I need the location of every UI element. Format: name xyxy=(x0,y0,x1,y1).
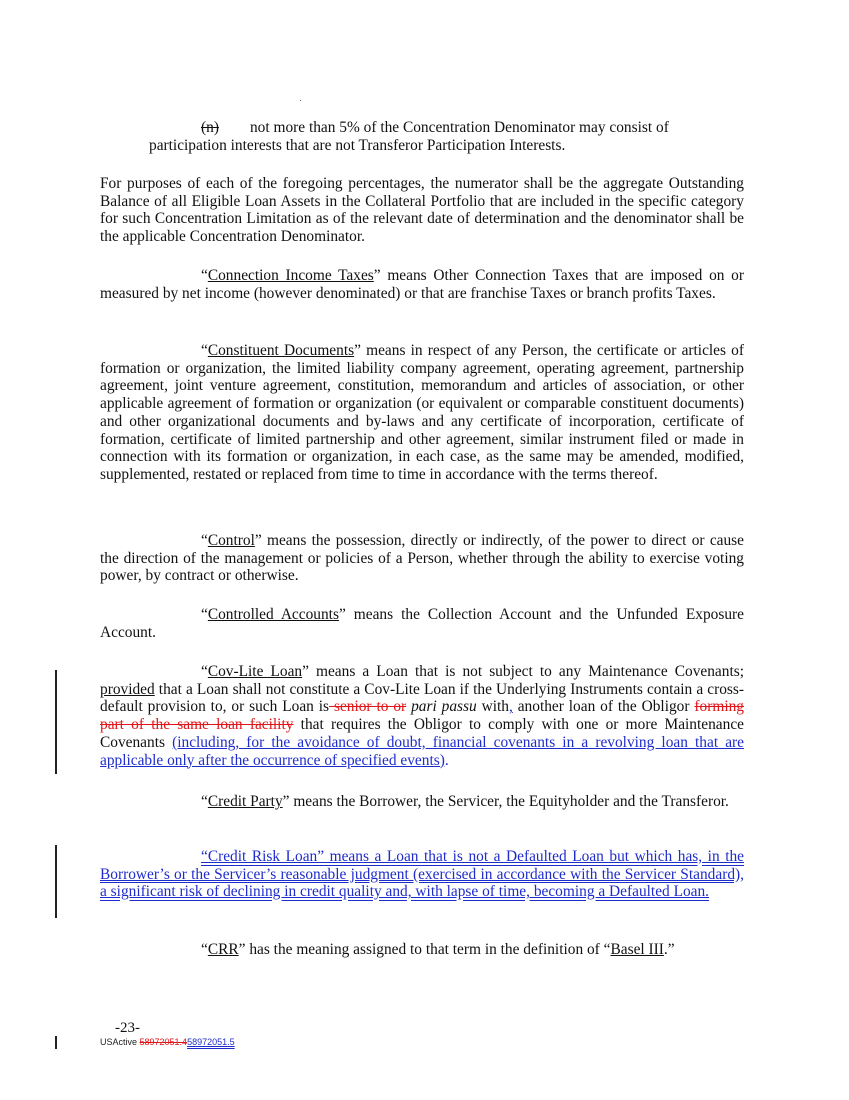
page-mark xyxy=(300,100,301,101)
defined-term: Credit Party xyxy=(207,793,283,810)
item-n xyxy=(149,119,749,154)
inserted-definition: “Credit Risk Loan” means a Loan that is not a Defaulted Loan but which has, in the Borrower’s or the Servicer’s reasonable judgment (exercised in accordance with the Servicer Standard), a significant risk of declining in credit quality and, with lapse of time, becoming a Defaulted Loan. xyxy=(100,848,744,901)
definition-connection-income-taxes xyxy=(100,267,744,302)
definition-credit-party xyxy=(100,793,744,811)
deleted-text: forming part of the same loan facility xyxy=(100,698,744,734)
defined-term: Connection Income Taxes xyxy=(207,267,374,284)
purposes-paragraph xyxy=(100,175,744,246)
definition-body: ” means the Collection Account and the Unfunded Exposure Account. xyxy=(100,606,744,641)
purposes-text: For purposes of each of the foregoing percentages, the numerator shall be the aggregate Outstanding Balance of all Eligible Loan Assets in the Collateral Portfolio that are included in the specific category for such Concentration Limitation as of the relevant date of determination and the denominator shall be the applicable Concentration Denominator. xyxy=(100,175,744,246)
item-n-text: not more than 5% of the Concentration Denominator may consist of participation interests that are not Transferor Participation Interests. xyxy=(149,119,669,154)
quote-open: “ xyxy=(201,342,208,359)
definition-body: ” means the possession, directly or indirectly, of the power to direct or cause the direction of the management or policies of a Person, whether through the ability to exercise voting power, by contract or otherwise. xyxy=(100,532,744,585)
definition-credit-risk-loan xyxy=(100,848,744,901)
definition-body: ” means the Borrower, the Servicer, the Equityholder and the Transferor. xyxy=(282,793,729,810)
inserted-text: , xyxy=(508,698,513,716)
definition-constituent-documents xyxy=(100,342,744,484)
provided-term: provided xyxy=(100,680,155,698)
definition-body: ” means Other Connection Taxes that are imposed on or measured by net income (however denominated) or that are franchise Taxes or branch profits Taxes. xyxy=(100,267,744,302)
reference-term: Basel III xyxy=(610,941,664,958)
definition-body: another loan of the Obligor xyxy=(512,698,695,716)
defined-term: CRR xyxy=(207,941,239,958)
definition-control xyxy=(100,532,744,585)
quote-open: “ xyxy=(201,267,208,284)
quote-open: “ xyxy=(201,532,208,549)
definition-body: ” has the meaning assigned to that term in the definition of “ xyxy=(238,941,611,958)
defined-term: Control xyxy=(207,532,255,549)
quote-open: “ xyxy=(201,941,208,958)
doc-id-deleted: 58972051.4 xyxy=(139,1037,188,1047)
doc-prefix: USActive xyxy=(100,1037,140,1047)
definition-crr xyxy=(100,941,744,959)
change-bar xyxy=(55,670,57,774)
inserted-text: (including, for the avoidance of doubt, financial covenants in a revolving loan that are applicable only after the occurrence of specified events) xyxy=(100,733,745,769)
definition-body: ” means in respect of any Person, the certificate or articles of formation or organization, the limited liability company agreement, operating agreement, partnership agreement, joint venture agreement, constitution, memorandum and articles of association, or other applicable agreement of formation or organization (or equivalent or comparable constituent documents) and other organizational documents and by-laws and any certificate of incorporation, certificate of formation, certificate of limited partnership and other agreement, similar instrument filed or made in connection with its formation or organization, in each case, as the same may be amended, modified, supplemented, restated or replaced from time to time in accordance with the terms thereof. xyxy=(100,342,745,483)
page-number: -23- xyxy=(115,1020,140,1036)
quote-close: .” xyxy=(663,941,675,958)
document-id xyxy=(100,1037,235,1047)
defined-term: Controlled Accounts xyxy=(207,606,339,623)
doc-id-inserted: 58972051.5 xyxy=(187,1037,235,1047)
quote-open: “ xyxy=(201,663,208,680)
deleted-text: senior to or xyxy=(329,698,407,716)
change-bar xyxy=(55,845,57,918)
definition-body: with xyxy=(476,698,509,716)
quote-open: “ xyxy=(201,793,208,810)
defined-term: Cov-Lite Loan xyxy=(207,663,303,680)
defined-term: Constituent Documents xyxy=(207,342,355,359)
item-n-marker: (n) xyxy=(201,119,219,136)
change-bar xyxy=(55,1036,57,1049)
definition-body: ” means a Loan that is not subject to any Maintenance Covenants; xyxy=(302,663,744,680)
definition-body: that requires the Obligor to comply with one or more Maintenance Covenants xyxy=(100,716,744,751)
italic-term: pari passu xyxy=(411,698,477,716)
definition-controlled-accounts xyxy=(100,606,744,641)
inserted-period: . xyxy=(444,751,449,769)
quote-open: “ xyxy=(201,606,208,623)
definition-body: that a Loan shall not constitute a Cov-Lite Loan if the Underlying Instruments contain a cross-default provision to, or such Loan is xyxy=(100,680,744,716)
definition-cov-lite-loan xyxy=(100,663,744,769)
